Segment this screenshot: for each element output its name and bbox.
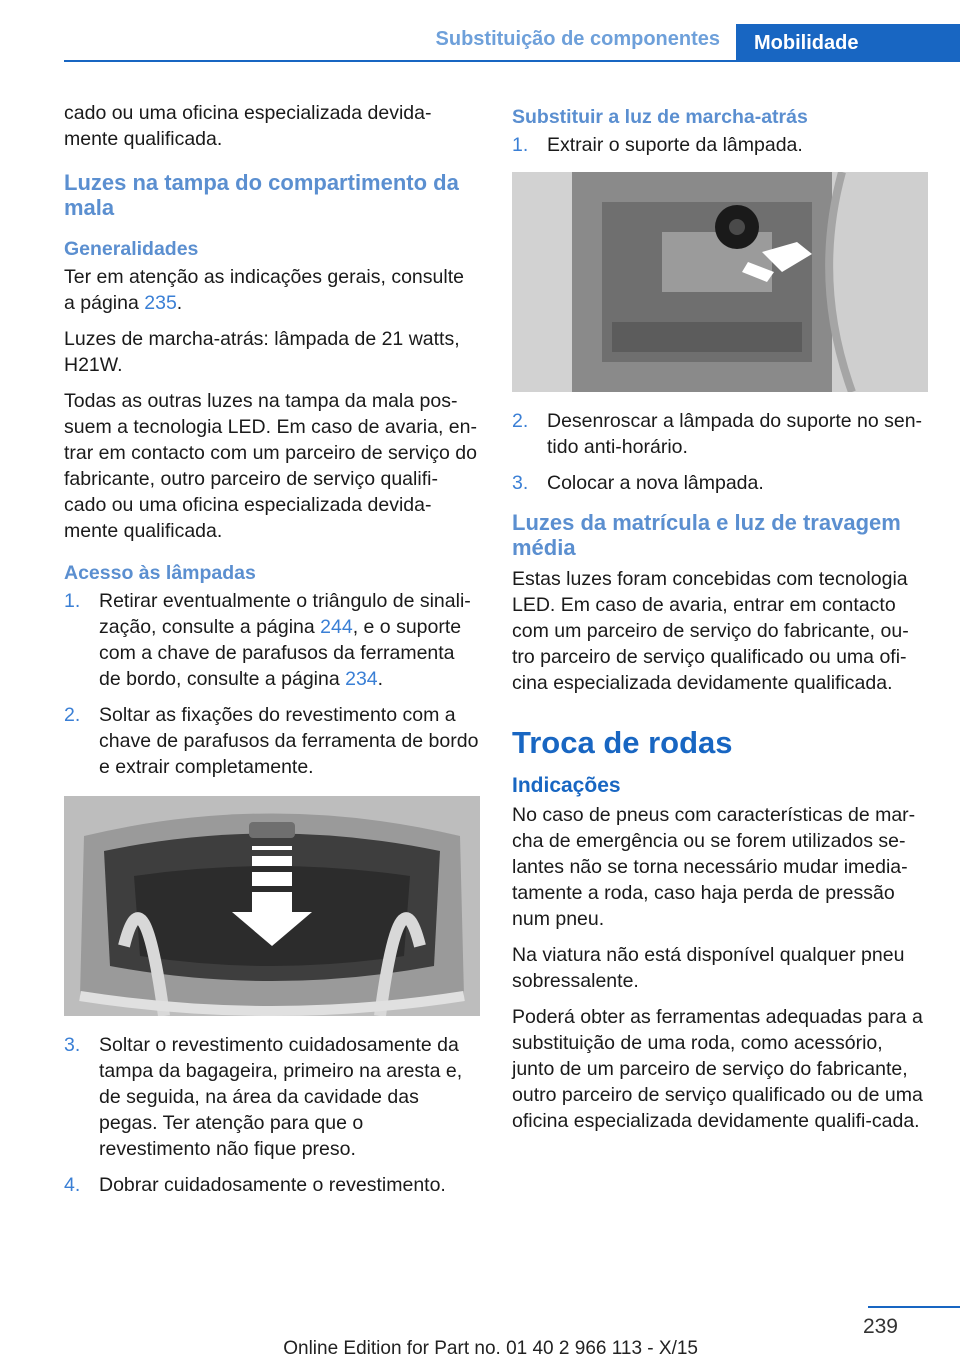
heading-troca-rodas: Troca de rodas: [512, 725, 733, 760]
paragraph-indicacoes-gerais: [64, 264, 480, 316]
paragraph-matricula: Estas luzes foram concebidas com tecnologia LED. Em caso de avaria, entrar em contacto com um parceiro de serviço do fabricante, ou-tro parceiro de serviço qualificado ou uma ofi-cina especializada devidamente qualificada.: [512, 568, 909, 694]
heading-generalidades: Generalidades: [64, 238, 199, 260]
right-column: [512, 100, 928, 1144]
heading-substituir-luz: Substituir a luz de marcha-atrás: [512, 106, 808, 128]
text-span: .: [176, 292, 183, 314]
heading-indicacoes: Indicações: [512, 774, 621, 797]
page-number: 239: [862, 1315, 898, 1338]
paragraph-indicacoes-1: No caso de pneus com características de mar-cha de emergência ou se forem utilizados se-lantes não se torna necessário mudar imedia-tamente a roda, caso haja perda de pressão num pneu.: [512, 804, 916, 930]
header-rule: [64, 60, 960, 62]
trunk-lid-photo: [64, 796, 480, 1016]
page-link-244[interactable]: 244: [320, 616, 353, 638]
step-number: 1.: [512, 134, 529, 156]
left-column: [64, 100, 480, 1208]
edition-note: Online Edition for Part no. 01 40 2 966 113 - X/15: [283, 1338, 698, 1359]
paragraph-indicacoes-3: Poderá obter as ferramentas adequadas para a substituição de uma roda, como acessório, junto de um parceiro de serviço do fabricante, outro parceiro de serviço qualificado ou de uma oficina especializada devidamente qualifi-cada.: [512, 1006, 923, 1132]
step-text: Desenroscar a lâmpada do suporte no sen-tido anti-horário.: [547, 410, 923, 458]
step-number: 2.: [512, 410, 529, 432]
text-span: Ter em atenção as indicações gerais, consulte a página: [64, 266, 464, 314]
page-link-234[interactable]: 234: [345, 668, 378, 690]
step-number: 3.: [512, 472, 529, 494]
text-span: .: [377, 668, 384, 690]
paragraph-luzes-marcha-atras: Luzes de marcha-atrás: lâmpada de 21 watts, H21W.: [64, 328, 460, 376]
step-number: 4.: [64, 1174, 81, 1196]
list-item: [64, 1032, 480, 1162]
list-item: [512, 408, 928, 460]
list-item: [512, 132, 928, 158]
steps-list-a: [64, 588, 480, 780]
running-header-section: Substituição de componentes: [435, 28, 720, 50]
lamp-holder-photo: [512, 172, 928, 392]
step-number: 2.: [64, 704, 81, 726]
footer-rule: [868, 1306, 960, 1308]
heading-acesso-lampadas: Acesso às lâmpadas: [64, 562, 256, 584]
paragraph-led: Todas as outras luzes na tampa da mala pos-suem a tecnologia LED. Em caso de avaria, en-trar em contacto com um parceiro de serviço do fabricante, outro parceiro de serviço qualifi-cado ou uma oficina especializada devida-mente qualificada.: [64, 390, 477, 542]
steps-list-c: [512, 132, 928, 158]
intro-text: cado ou uma oficina especializada devida-mente qualificada.: [64, 102, 432, 150]
step-number: 1.: [64, 590, 81, 612]
step-number: 3.: [64, 1034, 81, 1056]
running-header-tab: Mobilidade: [736, 24, 960, 62]
text-span: , e o suporte com a chave de parafusos da ferramenta de bordo, consulte a página: [99, 616, 462, 690]
list-item: [64, 1172, 480, 1198]
steps-list-d: [512, 408, 928, 496]
step-text: Dobrar cuidadosamente o revestimento.: [99, 1174, 446, 1196]
list-item: [64, 702, 480, 780]
step-text: Soltar o revestimento cuidadosamente da tampa da bagageira, primeiro na aresta e, de seguida, na área da cavidade das pegas. Ter atenção para que o revestimento não fique preso.: [99, 1034, 463, 1160]
heading-luzes-tampa: Luzes na tampa do compartimento da mala: [64, 170, 459, 220]
paragraph-indicacoes-2: Na viatura não está disponível qualquer pneu sobressalente.: [512, 944, 905, 992]
list-item: [64, 588, 480, 692]
page-link-235[interactable]: 235: [144, 292, 177, 314]
text-span: Retirar eventualmente o triângulo de sinali-zação, consulte a página: [99, 590, 471, 638]
step-text: Soltar as fixações do revestimento com a chave de parafusos da ferramenta de bordo e extrair completamente.: [99, 704, 479, 778]
step-text: Colocar a nova lâmpada.: [547, 472, 764, 494]
heading-luzes-matricula: Luzes da matrícula e luz de travagem média: [512, 510, 901, 560]
list-item: [512, 470, 928, 496]
step-text: Extrair o suporte da lâmpada.: [547, 134, 803, 156]
steps-list-b: [64, 1032, 480, 1198]
